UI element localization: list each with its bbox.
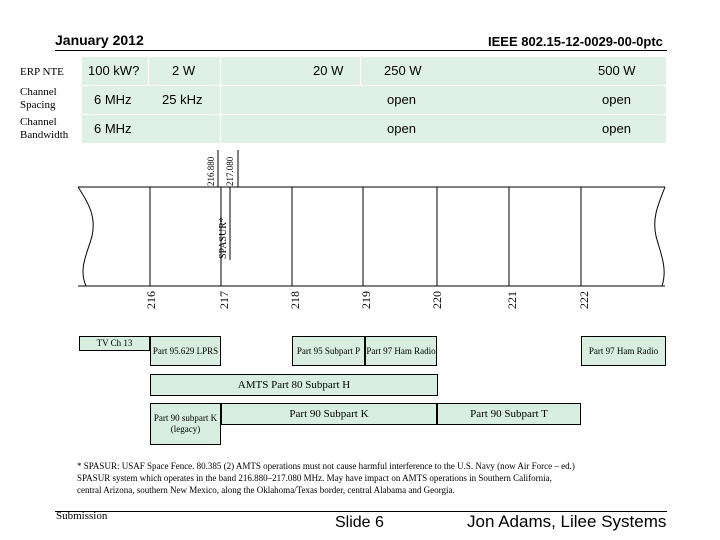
cell-bw-mid: open [387, 121, 416, 136]
cell-spacing-mid: open [387, 92, 416, 107]
alloc-ham-radio-1: Part 97 Ham Radio [365, 336, 437, 366]
cell-erp-lprs: 2 W [172, 63, 196, 78]
alloc-part90k-legacy: Part 90 subpart K (legacy) [150, 403, 221, 445]
footer-submission: Submission [56, 510, 108, 522]
tick-label-216: 216 [144, 291, 158, 309]
header-doc-id: IEEE 802.15-12-0029-00-0ptc [488, 34, 663, 49]
cell-bw-tv: 6 MHz [94, 121, 132, 136]
cell-spacing-lprs: 25 kHz [162, 92, 203, 107]
cell-erp-tv: 100 kW? [88, 63, 140, 78]
alloc-ham-radio-2: Part 97 Ham Radio [581, 336, 666, 366]
header-date: January 2012 [55, 32, 144, 48]
tick-label-221: 221 [505, 291, 519, 309]
footer-author: Jon Adams, Lilee Systems [467, 512, 667, 531]
band-left-break [78, 187, 93, 286]
cell-spacing-tv: 6 MHz [94, 92, 132, 107]
row-label-bandwidth: Channel Bandwidth [20, 116, 69, 141]
band-right-break [655, 187, 665, 286]
alloc-part90t: Part 90 Subpart T [437, 403, 581, 425]
cell-erp-ham2: 500 W [598, 63, 636, 78]
sub-label-217080: 217.080 [225, 156, 235, 186]
footnote: * SPASUR: USAF Space Fence. 80.385 (2) AMTS operations must not cause harmful interference to the U.S. Navy (now Air Force – ed.) SPASUR system which operates in the band 216.880–217.080 MHz. May have impact on AMTS operations in Southern California, central Arizona, southern New Mexico, along the Oklahoma/Texas border, central Alabama and Georgia. [77, 461, 575, 495]
cell-bw-right: open [602, 121, 631, 136]
tick-label-222: 222 [577, 291, 591, 309]
alloc-tv-ch13: TV Ch 13 [79, 336, 150, 351]
tick-label-220: 220 [430, 291, 444, 309]
row-label-spacing: Channel Spacing [20, 86, 57, 111]
cell-erp-ham: 250 W [384, 63, 422, 78]
spasur-label: SPASUR* [218, 217, 229, 259]
cell-erp-amts: 20 W [313, 63, 344, 78]
tick-label-218: 218 [288, 291, 302, 309]
tick-label-219: 219 [359, 291, 373, 309]
alloc-amts: AMTS Part 80 Subpart H [150, 374, 438, 396]
cell-spacing-right: open [602, 92, 631, 107]
alloc-part90k: Part 90 Subpart K [221, 403, 437, 425]
row-label-erp: ERP NTE [20, 66, 64, 78]
sub-label-216880: 216.880 [206, 156, 216, 186]
alloc-part95p: Part 95 Subpart P [292, 336, 365, 366]
alloc-lprs: Part 95.629 LPRS [150, 336, 221, 366]
tick-label-217: 217 [217, 291, 231, 309]
footer-slide-number: Slide 6 [335, 514, 384, 531]
